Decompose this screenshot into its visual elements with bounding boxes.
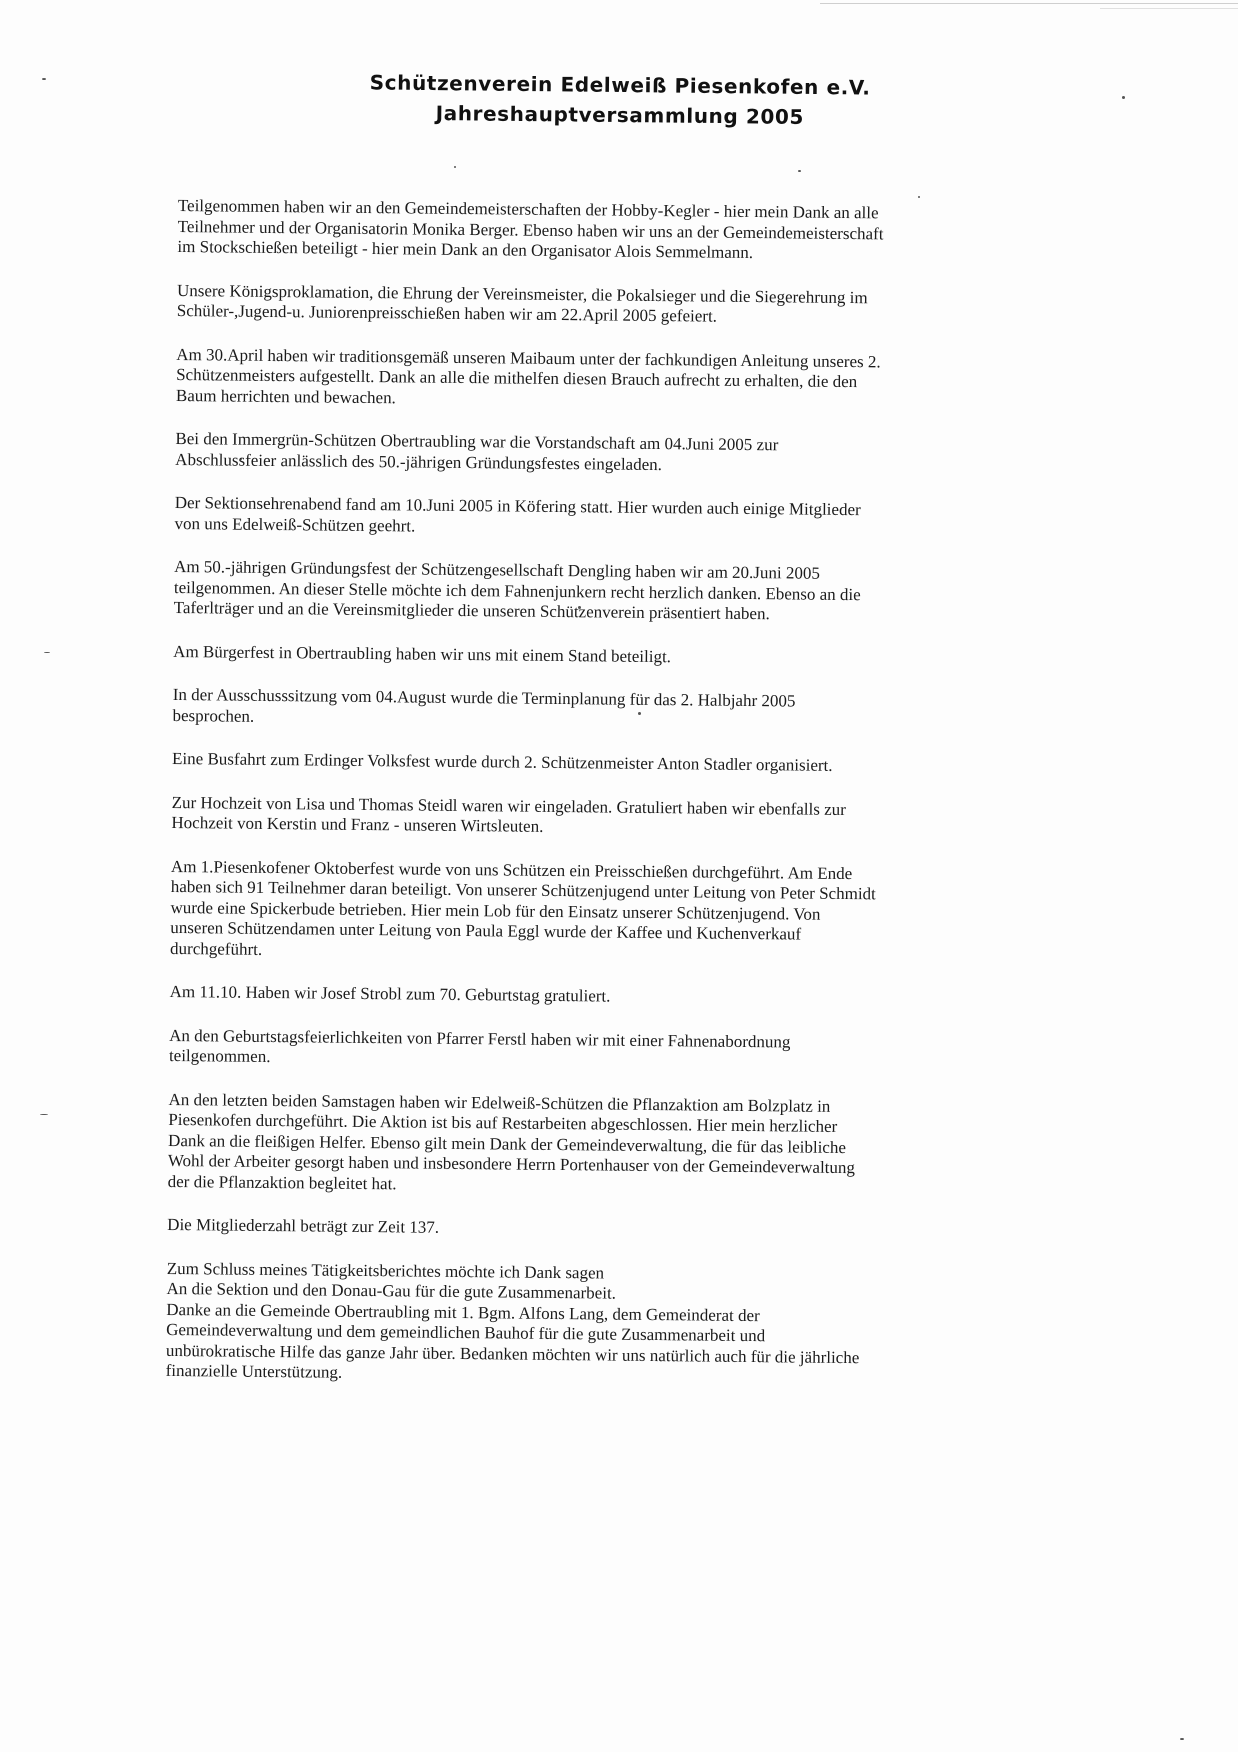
paragraph: Am 30.April haben wir traditionsgemäß unseren Maibaum unter der fachkundigen Anleitung unseres 2. Schützenmeisters aufgestellt. Dank an alle die mithelfen diesen Brauch aufrecht zu erhalten, die den Baum herrichten und bewachen.	[175, 344, 881, 407]
scan-speck	[918, 196, 920, 198]
paragraph: Am 1.Piesenkofener Oktoberfest wurde von uns Schützen ein Preisschießen durchgeführt. Am Ende haben sich 91 Teilnehmer daran beteiligt. Von unserer Schützenjugend unter Leitung von Peter Schmidt wurde eine Spickerbude betrieben. Hier mein Lob für den Einsatz unserer Schützenjugend. Von unseren Schützendamen unter Leitung von Paula Eggl wurde der Kaffee und Kuchenverkauf durchgeführt.	[170, 856, 876, 959]
paragraph: Eine Busfahrt zum Erdinger Volksfest wurde durch 2. Schützenmeister Anton Stadler organisiert.	[172, 748, 833, 775]
scan-speck	[40, 1114, 48, 1115]
paragraph: Bei den Immergrün-Schützen Obertraubling war die Vorstandschaft am 04.Juni 2005 zur Abschlussfeier anlässlich des 50.-jährigen Gründungsfestes eingeladen.	[175, 428, 779, 474]
paragraph: An den Geburtstagsfeierlichkeiten von Pfarrer Ferstl haben wir mit einer Fahnenabordnung teilgenommen.	[168, 1025, 791, 1067]
scan-speck	[44, 652, 50, 653]
paragraph: Zur Hochzeit von Lisa und Thomas Steidl waren wir eingeladen. Gratuliert haben wir ebenfalls zur Hochzeit von Kerstin und Franz - unseren Wirtsleuten.	[171, 792, 846, 836]
paragraph: Unsere Königsproklamation, die Ehrung der Vereinsmeister, die Pokalsieger und die Siegerehrung im Schüler-,Jugend-u. Juniorenpreisschießen haben wir am 22.April 2005 gefeiert.	[176, 280, 868, 326]
scan-edge-line	[820, 3, 1238, 4]
scan-speck	[42, 78, 46, 80]
paragraph: Am 11.10. Haben wir Josef Strobl zum 70. Geburtstag gratuliert.	[169, 981, 611, 1006]
meeting-heading: Jahreshauptversammlung 2005	[435, 101, 805, 129]
scan-speck	[1180, 1738, 1184, 1740]
paragraph: In der Ausschusssitzung vom 04.August wurde die Terminplanung für das 2. Halbjahr 2005 besprochen.	[172, 684, 796, 726]
report-body	[166, 196, 1058, 1391]
scan-speck	[1122, 96, 1125, 99]
paragraph: An den letzten beiden Samstagen haben wir Edelweiß-Schützen die Pflanzaktion am Bolzplatz in Piesenkofen durchgeführt. Die Aktion ist bis auf Restarbeiten abgeschlossen. Hier mein herzlicher Dank an die fleißigen Helfer. Ebenso gilt mein Dank der Gemeindeverwaltung, die für das leibliche Wohl der Arbeiter gesorgt haben und insbesondere Herrn Portenhauser von der Gemeindeverwaltung der die Pflanzaktion begleitet hat.	[167, 1089, 856, 1193]
scan-speck	[454, 166, 456, 168]
document-title	[260, 66, 981, 134]
scan-edge-line	[1100, 8, 1238, 9]
paragraph: Am Bürgerfest in Obertraubling haben wir uns mit einem Stand beteiligt.	[173, 641, 672, 666]
paragraph: Teilgenommen haben wir an den Gemeindemeisterschaften der Hobby-Kegler - hier mein Dank an alle Teilnehmer und der Organisatorin Monika Berger. Ebenso haben wir uns an der Gemeindemeisterschaft im Stockschießen beteiligt - hier mein Dank an den Organisator Alois Semmelmann.	[177, 196, 884, 263]
scan-speck	[798, 170, 801, 172]
paragraph: Die Mitgliederzahl beträgt zur Zeit 137.	[167, 1214, 440, 1237]
paragraph: Am 50.-jährigen Gründungsfest der Schützengesellschaft Dengling haben wir am 20.Juni 2005 teilgenommen. An dieser Stelle möchte ich dem Fahnenjunkern recht herzlich danken. Ebenso an die Taferlträger und an die Vereinsmitglieder die unseren Schützenverein präsentiert haben.	[173, 556, 861, 624]
paragraph: Zum Schluss meines Tätigkeitsberichtes möchte ich Dank sagen An die Sektion und den Donau-Gau für die gute Zusammenarbeit. Danke an die Gemeinde Obertraubling mit 1. Bgm. Alfons Lang, dem Gemeinderat der Gemeindeverwaltung und dem gemeindlichen Bauhof für die gute Zusammenarbeit und unbürokratische Hilfe das ganze Jahr über. Bedanken möchten wir uns natürlich auch für die jährliche finanzielle Unterstützung.	[165, 1258, 860, 1382]
paragraph: Der Sektionsehrenabend fand am 10.Juni 2005 in Köfering statt. Hier wurden auch einige Mitglieder von uns Edelweiß-Schützen geehrt.	[174, 492, 861, 536]
club-name-heading: Schützenverein Edelweiß Piesenkofen e.V.	[369, 70, 871, 100]
